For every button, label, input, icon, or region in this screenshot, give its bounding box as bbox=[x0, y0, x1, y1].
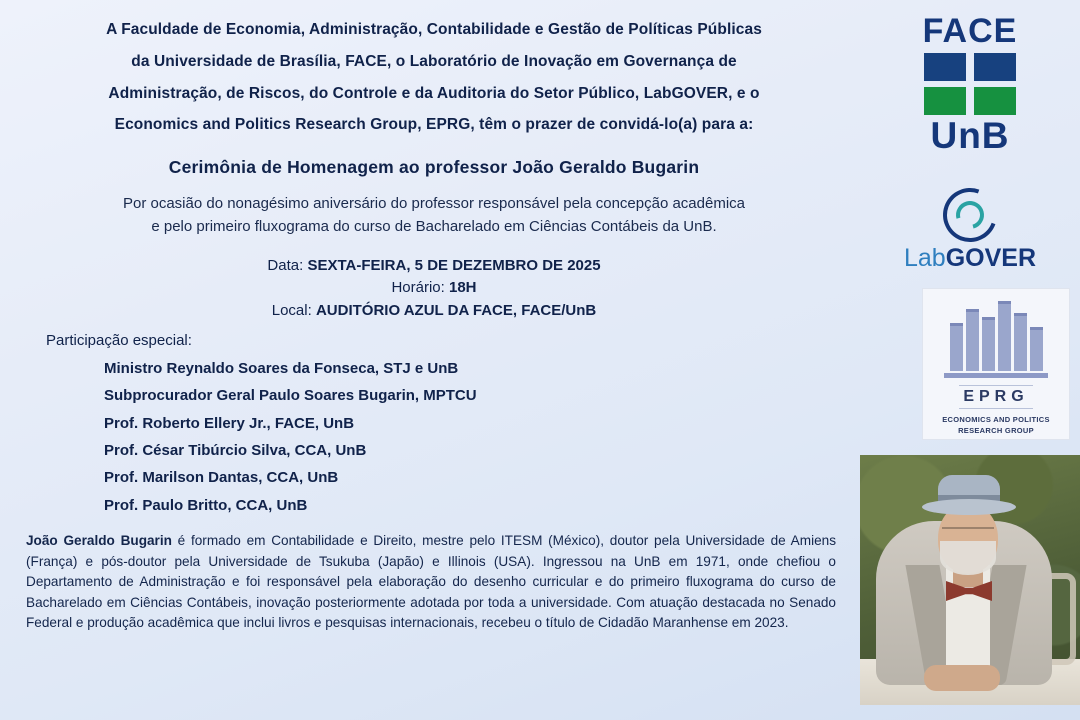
photo-hands bbox=[924, 665, 1000, 691]
labgover-gover: GOVER bbox=[945, 244, 1036, 272]
photo-glasses bbox=[942, 527, 994, 537]
list-item: Prof. César Tibúrcio Silva, CCA, UnB bbox=[104, 441, 367, 459]
list-item: Prof. Paulo Britto, CCA, UnB bbox=[104, 496, 308, 514]
detail-location-label: Local: bbox=[271, 301, 312, 319]
eprg-column bbox=[1030, 327, 1043, 371]
detail-time-value: 18H bbox=[449, 279, 477, 297]
list-item: Prof. Roberto Ellery Jr., FACE, UnB bbox=[104, 414, 355, 432]
logo-rail bbox=[860, 0, 1080, 720]
labgover-wordmark bbox=[872, 246, 1068, 271]
labgover-lab: Lab bbox=[903, 244, 946, 272]
eprg-column bbox=[950, 323, 963, 371]
eprg-base bbox=[944, 373, 1048, 378]
face-quadrant-top-right bbox=[974, 53, 1016, 81]
detail-time bbox=[26, 277, 842, 300]
eprg-letters: EPRG bbox=[959, 385, 1032, 409]
participants-list bbox=[26, 355, 842, 519]
headline-line-4: Economics and Politics Research Group, EPRG, têm o prazer de convidá-lo(a) para a: bbox=[114, 116, 754, 134]
photo-beard bbox=[940, 541, 996, 575]
occasion-text bbox=[26, 192, 842, 239]
occasion-line-2: e pelo primeiro fluxograma do curso de Bacharelado em Ciências Contábeis da UnB. bbox=[151, 218, 717, 236]
eprg-column bbox=[1014, 313, 1027, 371]
labgover-logo bbox=[872, 188, 1068, 271]
biography-text: é formado em Contabilidade e Direito, mestre pelo ITESM (México), doutor pela Universidade de Amiens (França) e pós-doutor pela Universidade de Tsukuba (Japão) e Illinois (USA). Ingressou na UnB em 1971, onde chefiou o Departamento de Administração e foi responsável pela elaboração do desenho curricular e do primeiro fluxograma do curso de Bacharelado em Ciências Contábeis, inovação posteriormente adotada por toda a universidade. Com atuação destacada no Senado Federal e produção acadêmica que inclui livros e pesquisas internacionais, recebeu o título de Cidadão Maranhense em 2023. bbox=[26, 532, 837, 631]
eprg-subtitle-line-2: RESEARCH GROUP bbox=[958, 425, 1034, 435]
list-item: Subprocurador Geral Paulo Soares Bugarin, MPTCU bbox=[104, 387, 477, 405]
eprg-column bbox=[966, 309, 979, 371]
detail-location-value: AUDITÓRIO AZUL DA FACE, FACE/UnB bbox=[315, 301, 597, 319]
headline-line-2: da Universidade de Brasília, FACE, o Laboratório de Inovação em Governança de bbox=[131, 52, 737, 70]
labgover-ring-icon bbox=[943, 188, 997, 242]
face-quadrant-bottom-left bbox=[924, 87, 966, 115]
occasion-line-1: Por ocasião do nonagésimo aniversário do professor responsável pela concepção acadêmica bbox=[122, 195, 746, 213]
photo-hat-brim bbox=[922, 499, 1016, 515]
eprg-subtitle-line-1: ECONOMICS AND POLITICS bbox=[942, 415, 1050, 424]
list-item: Prof. Marilson Dantas, CCA, UnB bbox=[104, 469, 339, 487]
eprg-column bbox=[998, 301, 1011, 371]
eprg-columns-icon bbox=[944, 297, 1048, 371]
ceremony-title: Cerimônia de Homenagem ao professor João Geraldo Bugarin bbox=[168, 157, 700, 178]
face-quadrant-top-left bbox=[924, 53, 966, 81]
detail-time-label: Horário: bbox=[391, 279, 445, 297]
biography-name: João Geraldo Bugarin bbox=[26, 532, 172, 548]
participation-label: Participação especial: bbox=[46, 332, 192, 350]
honoree-photo bbox=[860, 455, 1080, 705]
list-item: Ministro Reynaldo Soares da Fonseca, STJ e UnB bbox=[104, 360, 459, 378]
face-unb-logo bbox=[872, 14, 1068, 156]
event-details bbox=[26, 255, 842, 323]
detail-location bbox=[26, 300, 842, 323]
eprg-subtitle bbox=[923, 415, 1069, 436]
face-logo-icon bbox=[924, 53, 1016, 115]
face-wordmark: FACE bbox=[922, 12, 1018, 50]
biography-paragraph bbox=[26, 531, 842, 634]
detail-date-value: SEXTA-FEIRA, 5 DE DEZEMBRO DE 2025 bbox=[307, 256, 601, 274]
unb-wordmark: UnB bbox=[930, 115, 1010, 156]
face-quadrant-bottom-right bbox=[974, 87, 1016, 115]
headline-block bbox=[26, 14, 842, 141]
detail-date bbox=[26, 255, 842, 278]
headline-line-3: Administração, de Riscos, do Controle e da Auditoria do Setor Público, LabGOVER, e o bbox=[108, 84, 760, 102]
eprg-column bbox=[982, 317, 995, 371]
eprg-logo bbox=[922, 288, 1070, 440]
headline-line-1: A Faculdade de Economia, Administração, Contabilidade e Gestão de Políticas Públicas bbox=[106, 21, 762, 38]
detail-date-label: Data: bbox=[267, 256, 304, 274]
